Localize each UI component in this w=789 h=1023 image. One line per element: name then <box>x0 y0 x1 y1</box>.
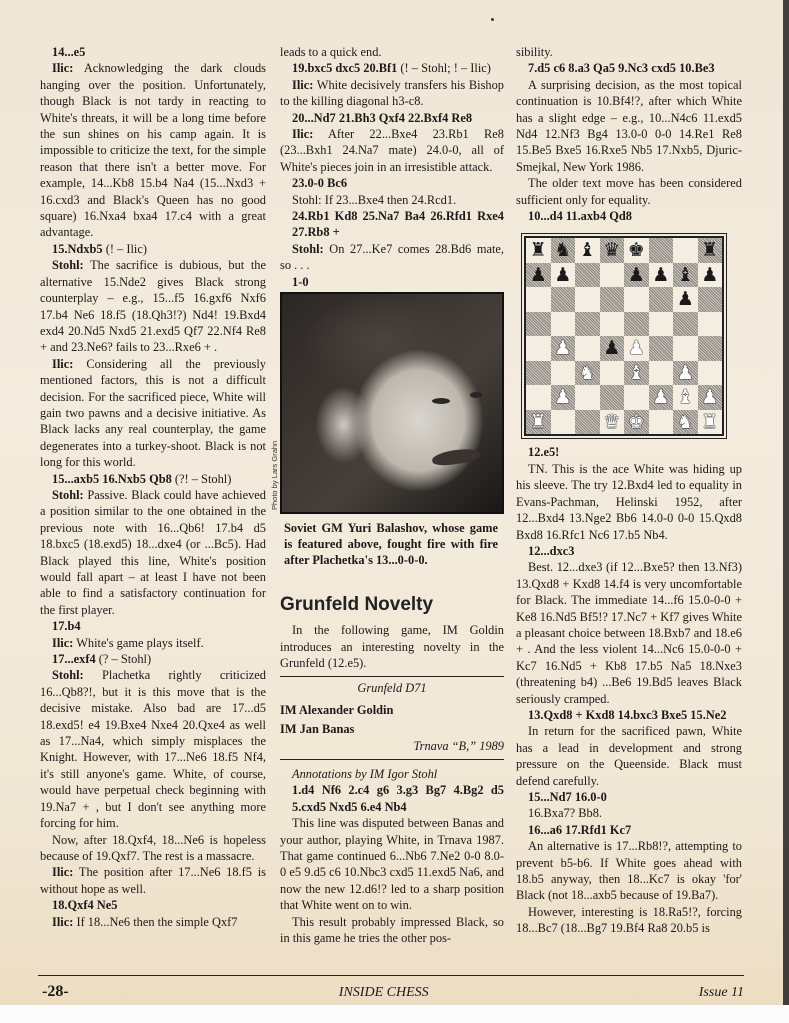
board-square <box>673 238 698 263</box>
commentary-paragraph <box>516 77 742 175</box>
commentary-text: This result probably impressed Black, so in this game he tries the other pos- <box>280 914 504 945</box>
board-square <box>673 361 698 386</box>
board-square <box>673 410 698 435</box>
board-square <box>551 385 576 410</box>
move-line <box>516 444 742 460</box>
black-rook-icon: ♜ <box>701 239 719 262</box>
commentary-text: If 18...Ne6 then the simple Qxf7 <box>73 914 238 929</box>
photo-mustache <box>431 447 480 468</box>
column-right-bottom <box>516 444 742 936</box>
board-square <box>526 336 551 361</box>
board-square <box>526 410 551 435</box>
move-line <box>516 60 742 76</box>
commentary-paragraph <box>516 904 742 937</box>
board-square <box>575 410 600 435</box>
white-pawn-icon: ♟ <box>554 337 572 360</box>
commentary-paragraph <box>40 832 266 865</box>
issue-label: Issue 11 <box>698 985 744 1000</box>
move-text: 1-0 <box>292 274 309 289</box>
move-text: 15...Nd7 16.0-0 <box>528 790 607 804</box>
column-middle <box>270 44 504 946</box>
move-line <box>280 110 504 126</box>
board-square <box>698 263 723 288</box>
photo-eye <box>470 392 482 398</box>
move-line <box>40 651 266 667</box>
white-rook-icon: ♜ <box>701 410 719 433</box>
commentary-paragraph <box>516 838 742 904</box>
move-text: 7.d5 c6 8.a3 Qa5 9.Nc3 cxd5 10.Be3 <box>528 61 715 76</box>
move-text: 15...axb5 16.Nxb5 Qb8 <box>52 471 172 486</box>
white-queen-icon: ♛ <box>603 410 621 433</box>
commentary-text: A surprising decision, as the most topical continuation is 10.Bf4!?, after which White has a slight edge – e.g., 10...N4c6 11.exd5 Nd4 12.Nf3 Bg4 13.0-0 0-0 14.Re1 Re8 15.Be5 Bxe5 16.Rxe5 Nb5 17.Nxb5, Djuric-Smejkal, New York 1986. <box>516 77 742 174</box>
commentary-paragraph <box>280 914 504 947</box>
commentary-paragraph <box>280 192 504 208</box>
commentary-text: Considering all the previously mentioned factors, this is not a difficult decision. For the sacrificed piece, White will gain two pawns and a decisive initiative. As Black lacks any real counterplay, the game degenerates into a turkey-shoot. Black is not long for this world. <box>40 356 266 470</box>
commentary-text: Passive. Black could have achieved a position similar to the one obtained in the previous note with 16...Qb6! 17.b4 d5 18.bxc5 (18.exd5) 18...dxe4 (or ...Bc5). Had Black played this line, White's position would fall apart – at least I have not been able to find a satisfactory continuation for the first player. <box>40 487 266 617</box>
commentary-paragraph <box>40 487 266 618</box>
board-square <box>649 385 674 410</box>
board-square <box>575 312 600 337</box>
black-king-icon: ♚ <box>627 239 645 262</box>
commentator-name: Ilic: <box>52 914 74 929</box>
move-annotation: (? – Stohl) <box>95 652 152 667</box>
white-pawn-icon: ♟ <box>627 337 645 360</box>
page-number: -28- <box>42 983 69 1000</box>
opening-code: Grunfeld D71 <box>357 681 427 696</box>
board-square <box>575 385 600 410</box>
commentary-text: After 22...Bxe4 23.Rb1 Re8 (23...Bxh1 24.Na7 mate) 24.0-0, all of White's pieces join in an irresistible attack. <box>280 127 504 174</box>
commentary-paragraph <box>40 914 266 930</box>
move-text: 1.d4 Nf6 2.c4 g6 3.g3 Bg7 4.Bg2 d5 5.cxd5 Nxd5 6.e4 Nb4 <box>292 783 504 814</box>
white-rook-icon: ♜ <box>529 410 547 433</box>
board-square <box>624 410 649 435</box>
black-pawn-icon: ♟ <box>676 288 694 311</box>
board-square <box>649 336 674 361</box>
commentator-name: Ilic: <box>52 635 74 650</box>
commentary-text: Acknowledging the dark clouds hanging over the position. Unfortunately, though Black is not tardy in reacting to White's threats, it will be a long time before the sun shines on his camp again. It is impossible to criticize the text, for the simple reason that there isn't a better move. For example, 14...Kb8 15.b4 Na4 (15...Nxd3 + 16.cxd3 and Black's Queen has no good square) 16.Nxa4 bxa4 17.c4 with a great advantage. <box>40 61 266 240</box>
move-line <box>516 208 742 224</box>
move-line <box>516 822 742 838</box>
commentator-name: Stohl: <box>52 258 84 273</box>
board-square <box>673 287 698 312</box>
move-line <box>40 44 266 60</box>
board-square <box>624 312 649 337</box>
page-edge <box>783 0 789 1023</box>
board-square <box>526 385 551 410</box>
move-line <box>280 208 504 241</box>
commentary-text: The sacrifice is dubious, but the alternative 15.Nde2 gives Black strong counterplay – e.g., 15...f5 16.gxf6 Nxf6 17.b4 Ne6 18.f5 (18.Qh3!?) Nd4! 19.Bxd4 exd4 20.Nd5 Nxd5 21.exd5 Qf7 22.Nf4 Re8 + and 23.Ne6? fails to 23...Rxe6 + . <box>40 258 266 355</box>
black-pawn-icon: ♟ <box>603 337 621 360</box>
column-middle-top <box>280 44 504 290</box>
commentary-paragraph <box>40 60 266 240</box>
board-square <box>624 361 649 386</box>
commentary-paragraph <box>516 461 742 543</box>
paper-speck <box>491 18 494 21</box>
board-square <box>624 385 649 410</box>
commentary-text: White decisively transfers his Bishop to the killing diagonal h3-c8. <box>280 77 504 109</box>
board-square <box>698 287 723 312</box>
commentator-name: Ilic: <box>52 356 74 371</box>
magazine-title: INSIDE CHESS <box>338 985 429 1000</box>
move-annotation: (! – Ilic) <box>102 241 147 256</box>
photo-figure <box>270 292 504 514</box>
board-square <box>698 312 723 337</box>
move-text: 18.Qxf4 Ne5 <box>52 898 118 913</box>
commentator-name: Ilic: <box>292 127 314 142</box>
move-text: 24.Rb1 Kd8 25.Na7 Ba4 26.Rfd1 Rxe4 27.Rb8 + <box>292 209 504 240</box>
commentator-name: Stohl: <box>52 487 84 502</box>
white-bishop-icon: ♝ <box>676 386 694 409</box>
commentary-paragraph <box>516 44 742 60</box>
move-text: 23.0-0 Bc6 <box>292 176 348 191</box>
commentary-paragraph <box>40 257 266 355</box>
commentary-paragraph <box>40 356 266 471</box>
white-pawn-icon: ♟ <box>676 361 694 384</box>
move-text: 12...dxc3 <box>528 543 575 558</box>
move-line <box>40 897 266 913</box>
commentator-name: Stohl: <box>52 668 84 683</box>
commentary-paragraph <box>516 175 742 208</box>
commentary-text: The position after 17...Ne6 18.f5 is without hope as well. <box>40 865 266 896</box>
commentary-text: White's game plays itself. <box>73 635 204 650</box>
commentary-paragraph <box>40 864 266 897</box>
black-pawn-icon: ♟ <box>701 263 719 286</box>
event-info: Trnava “B,” 1989 <box>413 738 504 753</box>
black-player: IM Jan Banas <box>280 722 355 737</box>
commentary-paragraph <box>516 805 742 821</box>
photo-caption: Soviet GM Yuri Balashov, whose game is featured above, fought fire with fire after Plachetka's 13...0-0-0. <box>284 521 498 568</box>
move-annotation: (?! – Stohl) <box>171 471 232 486</box>
commentary-paragraph <box>280 44 504 60</box>
board-square <box>575 361 600 386</box>
board-square <box>624 238 649 263</box>
commentary-text: The older text move has been considered sufficient only for equality. <box>516 176 742 207</box>
white-pawn-icon: ♟ <box>554 386 572 409</box>
white-player: IM Alexander Goldin <box>280 702 394 717</box>
move-line <box>280 274 504 290</box>
board-square <box>698 385 723 410</box>
white-knight-icon: ♞ <box>578 361 596 384</box>
board-square <box>649 287 674 312</box>
board-square <box>551 336 576 361</box>
black-pawn-icon: ♟ <box>554 263 572 286</box>
commentator-name: Stohl: <box>292 241 324 256</box>
footer-rule <box>38 975 744 976</box>
board-square <box>624 336 649 361</box>
section-intro: In the following game, IM Goldin introduces an interesting novelty in the Grunfeld (12.e5). <box>280 623 504 670</box>
black-pawn-icon: ♟ <box>529 263 547 286</box>
board-square <box>575 336 600 361</box>
board-square <box>551 410 576 435</box>
move-line <box>280 60 504 76</box>
black-queen-icon: ♛ <box>603 239 621 262</box>
commentator-name: Ilic: <box>52 865 74 880</box>
move-text: 12.e5! <box>528 445 560 460</box>
board-square <box>551 287 576 312</box>
white-king-icon: ♚ <box>627 410 645 433</box>
column-right-top <box>516 44 742 224</box>
column-middle-bottom <box>280 782 504 946</box>
commentary-paragraph <box>280 126 504 175</box>
commentary-text: This line was disputed between Banas and your author, playing White, in Trnava 1987. That game continued 6...Nb6 7.Ne2 0-0 8.0-0 e5 9.d5 c6 10.Nbc3 cxd5 11.exd5 Na6, and now the new 12.d6!? led to a sharp position that White went on to win. <box>280 816 504 913</box>
board-square <box>624 263 649 288</box>
board-square <box>575 263 600 288</box>
board-square <box>649 410 674 435</box>
portrait-photo <box>280 292 504 514</box>
move-text: 14...e5 <box>52 45 86 59</box>
board-square <box>600 385 625 410</box>
page-footer <box>42 983 744 1001</box>
board-square <box>526 312 551 337</box>
board-square <box>526 238 551 263</box>
board-square <box>624 287 649 312</box>
board-square <box>575 287 600 312</box>
photo-eye <box>432 398 450 404</box>
divider <box>280 759 504 760</box>
commentator-name: Ilic: <box>292 77 314 92</box>
commentary-text: Now, after 18.Qxf4, 18...Ne6 is hopeless because of 19.Qxf7. The rest is a massacre. <box>40 832 266 863</box>
white-pawn-icon: ♟ <box>652 386 670 409</box>
move-text: 17.b4 <box>52 619 81 634</box>
move-line <box>280 175 504 191</box>
black-pawn-icon: ♟ <box>627 263 645 286</box>
black-rook-icon: ♜ <box>529 239 547 262</box>
commentary-text: sibility. <box>516 45 553 59</box>
board-square <box>551 238 576 263</box>
column-left <box>40 44 266 930</box>
annotator: Annotations by IM Igor Stohl <box>292 766 438 781</box>
move-text: 10...d4 11.axb4 Qd8 <box>528 209 632 224</box>
move-line <box>40 241 266 257</box>
board-square <box>526 263 551 288</box>
commentary-text: 16.Bxa7? Bb8. <box>528 806 602 821</box>
black-knight-icon: ♞ <box>554 239 572 262</box>
board-square <box>698 336 723 361</box>
board-square <box>551 312 576 337</box>
black-bishop-icon: ♝ <box>676 263 694 286</box>
board-square <box>526 287 551 312</box>
commentary-paragraph <box>40 667 266 831</box>
commentary-paragraph <box>516 559 742 707</box>
board-square <box>600 336 625 361</box>
move-line <box>40 471 266 487</box>
board-square <box>649 238 674 263</box>
commentary-text: However, interesting is 18.Ra5!?, forcing 18...Bc7 (18...Bg7 19.Bf4 Ra8 20.b5 is <box>516 904 742 936</box>
board-square <box>600 263 625 288</box>
board-square <box>673 312 698 337</box>
board-square <box>649 263 674 288</box>
board-square <box>526 361 551 386</box>
board-square <box>698 238 723 263</box>
move-line <box>516 707 742 723</box>
photo-credit: Photo by Lars Grahn <box>270 440 279 511</box>
move-line <box>280 782 504 815</box>
move-text: 17...exf4 <box>52 652 96 667</box>
move-text: 13.Qxd8 + Kxd8 14.bxc3 Bxe5 15.Ne2 <box>528 707 727 722</box>
board-square <box>600 312 625 337</box>
move-text: 16...a6 17.Rfd1 Kc7 <box>528 822 632 837</box>
board-square <box>600 287 625 312</box>
move-line <box>516 543 742 559</box>
board-square <box>649 361 674 386</box>
commentary-text: Best. 12...dxe3 (if 12...Bxe5? then 13.Nf3) 13.Qxd8 + Kxd8 14.f4 is very uncomfortable for Black. The immediate 14...f6 15.0-0-0 + Ke8 16.Nd5 Bf5!? 17.Nc7 + Kf7 gives White a pleasant choice between 18.Bxb7 and 18.e6 + . And the less violent 14...Nc6 15.0-0-0 + Kc7 16.Nd5 + Kb8 17.b5 Na5 18.Nxe3 (threatening b4) ...Be6 19.Bd5 leaves Black seriously cramped. <box>516 560 742 706</box>
move-line <box>516 789 742 805</box>
move-text: 19.bxc5 dxc5 20.Bf1 <box>292 61 398 76</box>
board-square <box>698 410 723 435</box>
board-square <box>698 361 723 386</box>
commentary-paragraph <box>40 635 266 651</box>
chess-diagram <box>524 236 724 436</box>
commentary-text: TN. This is the ace White was hiding up his sleeve. The try 12.Bxd4 led to equality in Evans-Pachman, Helinski 1952, after 12...Bxd4 13.Nge2 Bb6 14.0-0 0-0 15.Qxd8 Bxd8 16.Rfc1 Nc6 17.b5 Nb4. <box>516 461 742 542</box>
move-annotation: (! – Stohl; ! – Ilic) <box>397 61 491 76</box>
move-line <box>40 618 266 634</box>
section-heading: Grunfeld Novelty <box>280 594 434 616</box>
board-square <box>551 263 576 288</box>
board-square <box>551 361 576 386</box>
board-square <box>600 238 625 263</box>
commentary-text: Plachetka rightly criticized 16...Qb8?!, but it is this move that is the decisive mistake. Also bad are 17...d5 18.exd5! e4 19.Bxe4 Nxe4 20.Qxe4 as well as 17...Na4, which simply misplaces the Knight. However, with 17...Ne6 18.f5 Nf4, it's still anyone's game. White, of course, would have perpetual check beginning with 19.Na7 + , but I don't see anything more forcing for him. <box>40 668 266 831</box>
move-text: 15.Ndxb5 <box>52 241 103 256</box>
commentary-text: leads to a quick end. <box>280 45 382 59</box>
board-square <box>673 385 698 410</box>
commentary-text: An alternative is 17...Rb8!?, attempting to prevent b5-b6. If White goes ahead with 18.b5 anyway, then 18...Kc7 is okay 'for' Black (not 18...axb5 because of 19.Ba7). <box>516 839 742 903</box>
board-square <box>649 312 674 337</box>
board-square <box>600 361 625 386</box>
commentary-paragraph <box>516 723 742 789</box>
board-square <box>575 238 600 263</box>
black-pawn-icon: ♟ <box>652 263 670 286</box>
commentary-paragraph <box>280 77 504 110</box>
commentary-text: Stohl: If 23...Bxe4 then 24.Rcd1. <box>292 192 457 207</box>
commentary-paragraph <box>280 241 504 274</box>
white-bishop-icon: ♝ <box>627 361 645 384</box>
board-square <box>673 336 698 361</box>
divider <box>280 676 504 677</box>
board-square <box>673 263 698 288</box>
board-square <box>600 410 625 435</box>
commentary-text: On 27...Ke7 comes 28.Bd6 mate, so . . . <box>280 241 504 273</box>
black-bishop-icon: ♝ <box>578 239 596 262</box>
commentary-text: In return for the sacrificed pawn, White has a lead in development and strong pressure on the Queenside. Black must defend carefully. <box>516 724 742 788</box>
scan-margin <box>0 1005 789 1023</box>
white-knight-icon: ♞ <box>676 410 694 433</box>
move-text: 20...Nd7 21.Bh3 Qxf4 22.Bxf4 Re8 <box>292 110 473 125</box>
commentary-paragraph <box>280 815 504 913</box>
column-right <box>516 44 742 937</box>
commentator-name: Ilic: <box>52 61 74 76</box>
white-pawn-icon: ♟ <box>701 386 719 409</box>
